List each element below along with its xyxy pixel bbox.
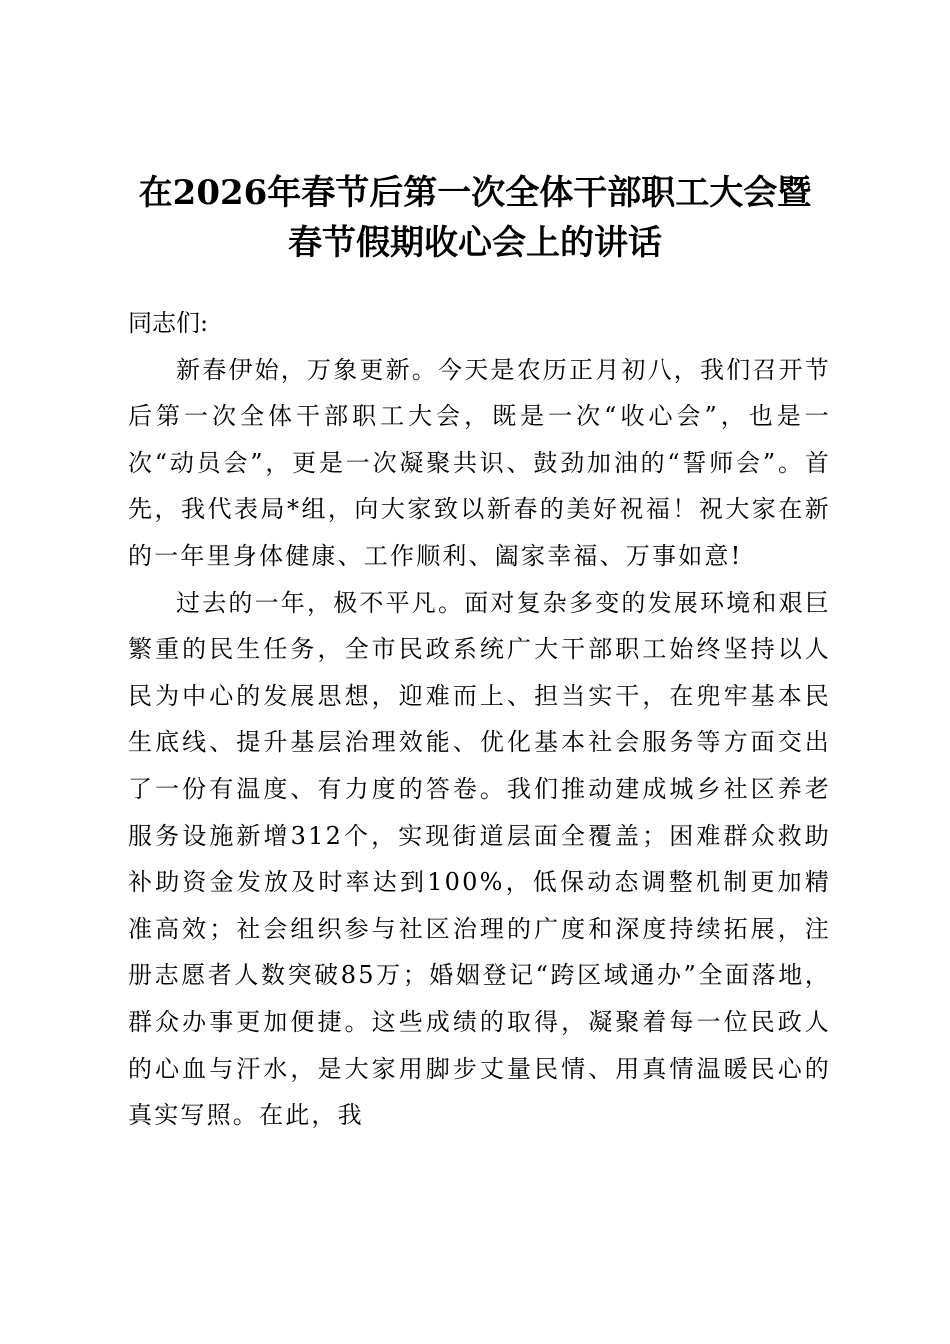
- document-title: [120, 168, 830, 268]
- title-line-2: 春节假期收心会上的讲话: [288, 223, 662, 263]
- salutation: 同志们:: [128, 309, 209, 337]
- paragraph-opening: 新春伊始，万象更新。今天是农历正月初八，我们召开节后第一次全体干部职工大会，既是一次“收心会”，也是一次“动员会”，更是一次凝聚共识、鼓劲加油的“誓师会”。首先，我代表局*组，向大家致以新春的美好祝福！祝大家在新的一年里身体健康、工作顺利、阖家幸福、万事如意!: [128, 355, 831, 570]
- title-line-1: 在2026年春节后第一次全体干部职工大会暨: [138, 173, 812, 213]
- paragraph-review: 过去的一年，极不平凡。面对复杂多变的发展环境和艰巨繁重的民生任务，全市民政系统广大干部职工始终坚持以人民为中心的发展思想，迎难而上、担当实干，在兜牢基本民生底线、提升基层治理效能、优化基本社会服务等方面交出了一份有温度、有力度的答卷。我们推动建成城乡社区养老服务设施新增312个，实现街道层面全覆盖；困难群众救助补助资金发放及时率达到100%，低保动态调整机制更加精准高效；社会组织参与社区治理的广度和深度持续拓展，注册志愿者人数突破85万；婚姻登记“跨区域通办”全面落地，群众办事更加便捷。这些成绩的取得，凝聚着每一位民政人的心血与汗水，是大家用脚步丈量民情、用真情温暖民心的真实写照。在此，我: [128, 588, 831, 1130]
- document-body: [128, 300, 831, 1139]
